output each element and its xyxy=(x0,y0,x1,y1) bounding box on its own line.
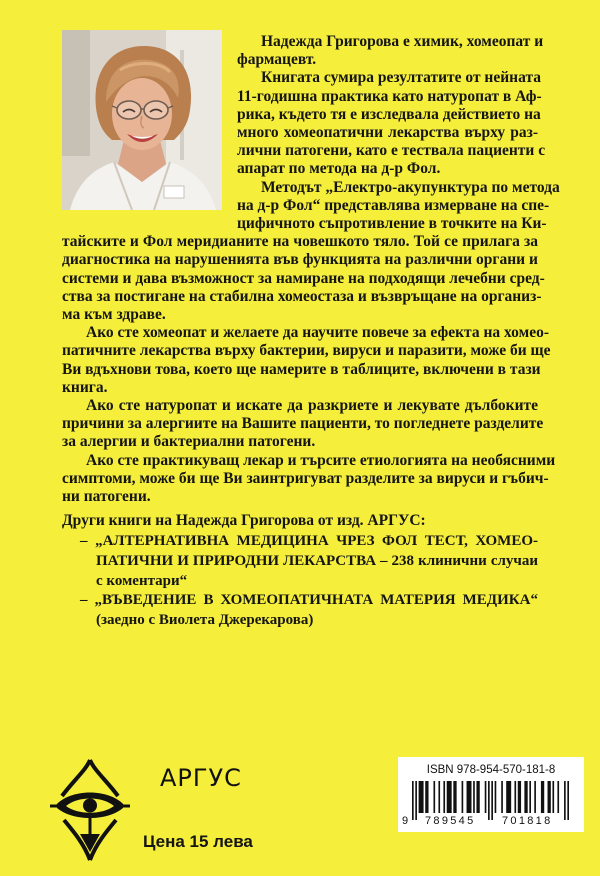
text-line: апарат по метода на д-р Фол. xyxy=(237,160,441,178)
text-line: лични патогени, като е тествала пациенти с xyxy=(237,142,546,160)
text-line: Методът „Електро-акупунктура по метода xyxy=(261,178,560,196)
barcode-bar xyxy=(506,781,511,813)
barcode-bar xyxy=(438,781,440,813)
text-line: Ако сте хомеопат и желаете да научите повече за ефекта на хомео- xyxy=(86,324,549,342)
text-line: Ви вдъхнови това, което ще намерите в таблиците, включени в тази xyxy=(62,360,541,378)
author-photo xyxy=(62,30,222,210)
barcode-digits-right: 701818 xyxy=(502,815,553,827)
barcode-bar xyxy=(541,781,544,813)
text-line: Ако сте практикуващ лекар и търсите етиологията на необясними xyxy=(86,451,556,469)
text-line: патичните лекарства върху бактерии, вируси и паразити, може би ще xyxy=(62,342,551,360)
text-line: Ако сте натуропат и искате да разкриете и лекувате дълбоките xyxy=(86,397,538,414)
barcode-bar xyxy=(495,781,497,813)
barcode-bar xyxy=(557,781,559,813)
price-label: Цена 15 лева xyxy=(143,832,253,851)
text-line: много хомеопатични лекарства върху раз- xyxy=(237,124,538,141)
text-line: на д-р Фол“ представлява измерване на спе- xyxy=(237,196,550,214)
text-line: ни патогени. xyxy=(62,488,151,505)
barcode-guard-bar xyxy=(415,781,417,820)
barcode-bar xyxy=(467,781,472,813)
publisher-logo xyxy=(50,758,130,863)
text-line: симптоми, може би ще Ви заинтригуват разделите за вируси и гъбич- xyxy=(62,469,549,487)
text-line: книга. xyxy=(62,378,108,396)
book-title-line: – „ВЪВЕДЕНИЕ В ХОМЕОПАТИЧНАТА МАТЕРИЯ МЕДИКА“ xyxy=(80,592,538,609)
barcode-box xyxy=(398,757,584,832)
barcode-guard-bar xyxy=(412,781,414,820)
other-books-heading: Други книги на Надежда Григорова от изд. АРГУС: xyxy=(62,512,426,529)
barcode-digits-left: 789545 xyxy=(425,815,476,827)
barcode-guard-bar xyxy=(488,781,490,820)
text-line: рика, където тя е изследвала действието на xyxy=(237,105,541,123)
text-line: фармацевт. xyxy=(237,51,317,69)
author-portrait-icon xyxy=(62,30,222,210)
publisher-name: АРГУС xyxy=(160,764,242,792)
barcode-bar xyxy=(419,781,424,813)
text-line: Надежда Григорова е химик, хомеопат и xyxy=(261,33,544,50)
barcode-guard-bar xyxy=(564,781,566,820)
book-title-line: ПАТИЧНИ И ПРИРОДНИ ЛЕКАРСТВА – 238 клинични случаи xyxy=(96,552,538,569)
barcode-bar xyxy=(529,781,531,813)
barcode-guard-bar xyxy=(567,781,569,820)
barcode-bar xyxy=(473,781,475,813)
barcode-bar xyxy=(524,781,527,813)
barcode-bar xyxy=(443,781,445,813)
barcode-bar xyxy=(476,781,479,813)
text-line: диагностика на нарушенията във функцията на различни органи и xyxy=(62,251,538,269)
text-line: ства за постигане на стабилна хомеостаза и възвръщане на организ- xyxy=(62,287,542,305)
barcode-bar xyxy=(453,781,456,813)
text-line: 11-годишна практика като натуропат в Аф- xyxy=(237,87,542,105)
barcode-bar xyxy=(485,781,487,813)
barcode-bar xyxy=(501,781,503,813)
text-line: ма към здраве. xyxy=(62,306,166,323)
barcode-bar xyxy=(518,781,521,813)
barcode-bar xyxy=(548,781,551,813)
book-title-line: – „АЛТЕРНАТИВНА МЕДИЦИНА ЧРЕЗ ФОЛ ТЕСТ, ХОМЕО- xyxy=(80,533,538,549)
barcode-bar xyxy=(433,781,435,813)
text-line: причини за алергиите на Вашите пациенти, то погледнете разделите xyxy=(62,415,544,433)
text-line: Книгата сумира резултатите от нейната xyxy=(261,69,542,87)
barcode-bar xyxy=(514,781,516,813)
barcode-bar xyxy=(552,781,554,813)
barcode-bar xyxy=(425,781,428,813)
book-title-line: (заедно с Виолета Джерекарова) xyxy=(96,612,314,629)
text-line: тайските и Фол меридианите на човешкото тяло. Той се прилага за xyxy=(62,233,538,251)
isbn-label: ISBN 978-954-570-181-8 xyxy=(426,764,556,776)
barcode-bar xyxy=(447,781,452,813)
barcode-guard-bar xyxy=(491,781,493,820)
text-line: за алергии и бактериални патогени. xyxy=(62,433,316,451)
barcode-bar xyxy=(462,781,464,813)
barcode-digit-lead: 9 xyxy=(402,815,411,827)
book-title-line: с коментари“ xyxy=(96,572,188,589)
text-line: системи и дава възможност за намиране на подходящи лечебни сред- xyxy=(62,269,545,287)
barcode-bar xyxy=(534,781,536,813)
text-line: цифичното съпротивление в точките на Ки- xyxy=(237,215,547,232)
argus-eye-logo-icon xyxy=(50,758,130,863)
